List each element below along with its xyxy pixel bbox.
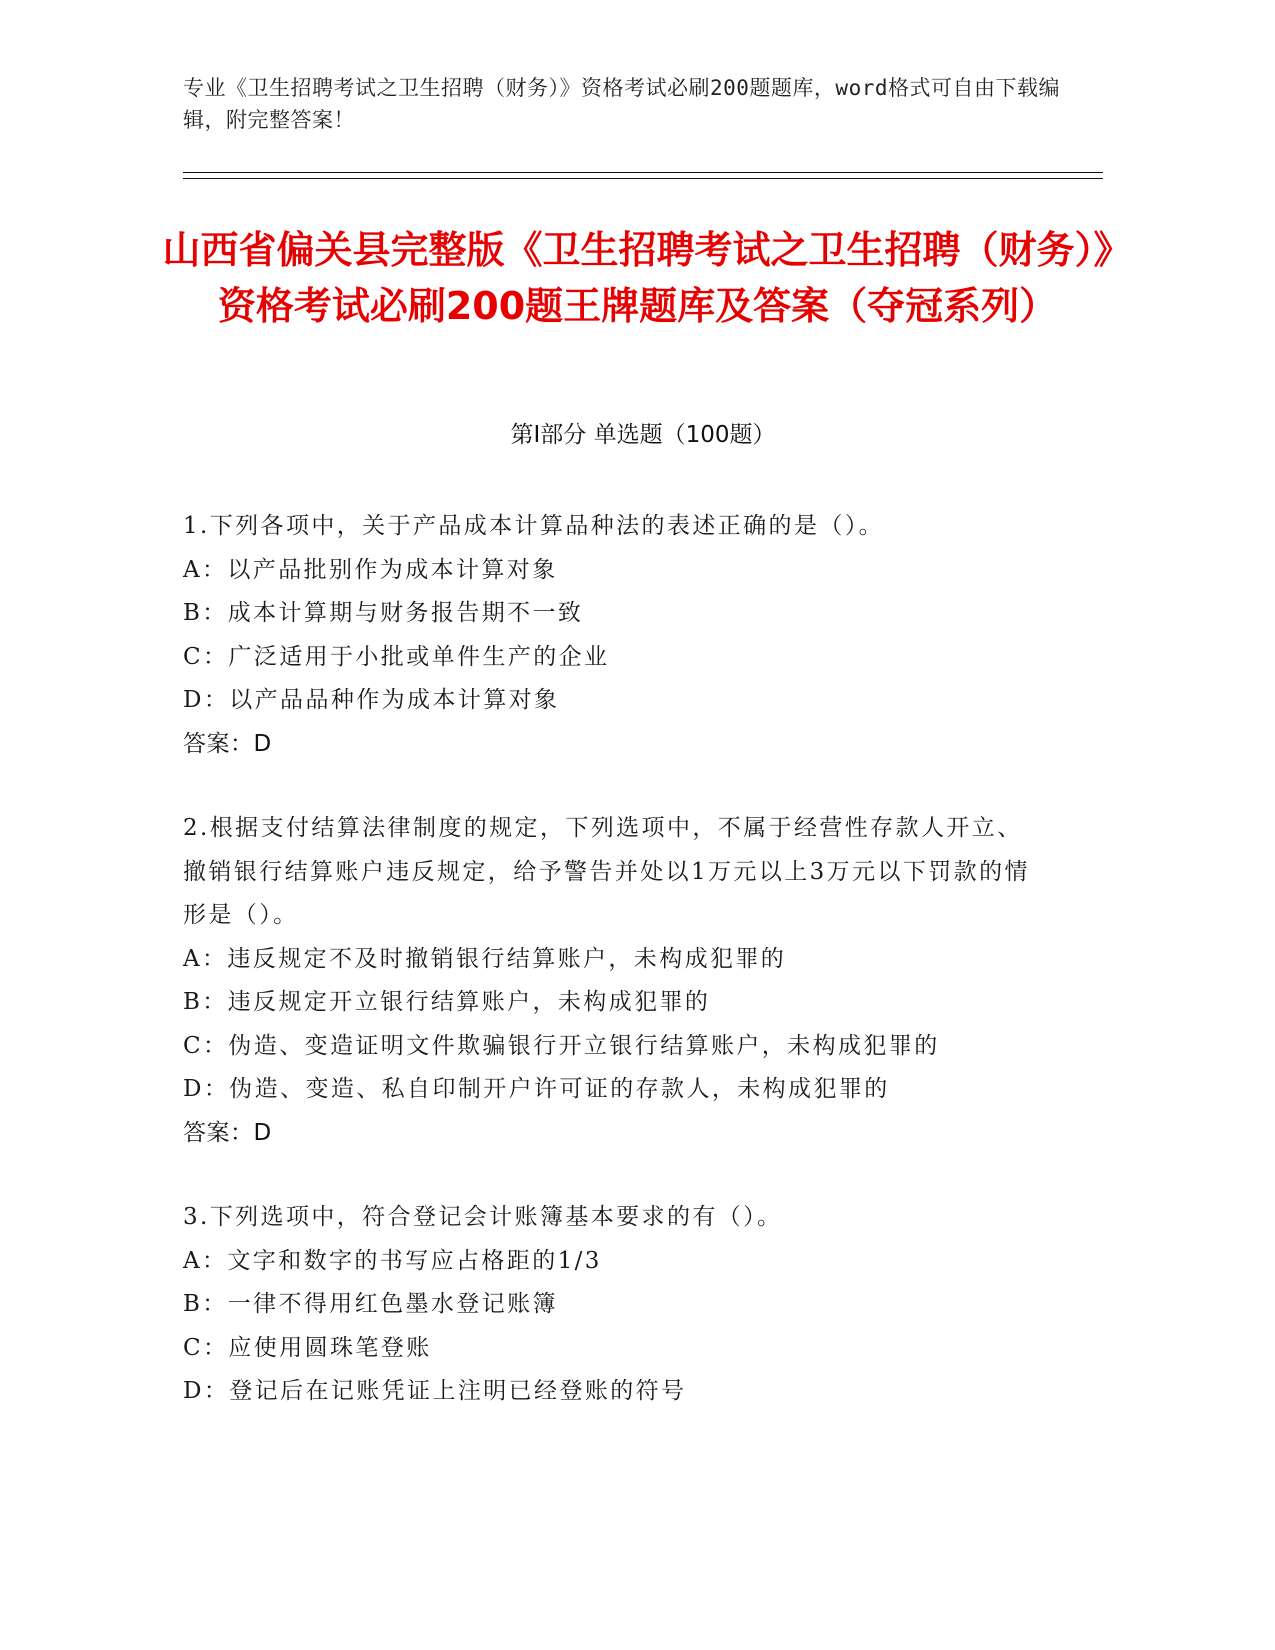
- question-stem: 2.根据支付结算法律制度的规定，下列选项中，不属于经营性存款人开立、撤销银行结算账户违反规定，给予警告并处以1万元以上3万元以下罚款的情形是（）。: [183, 815, 1030, 928]
- question-stem: 3.下列选项中，符合登记会计账簿基本要求的有（）。: [183, 1204, 783, 1230]
- header-divider-top: [183, 172, 1103, 173]
- option-b: B：成本计算期与财务报告期不一致: [183, 600, 584, 626]
- question-stem: 1.下列各项中，关于产品成本计算品种法的表述正确的是（）。: [183, 513, 885, 539]
- answer-label: 答案：D: [183, 1119, 272, 1146]
- option-c: C：广泛适用于小批或单件生产的企业: [183, 643, 610, 670]
- header-note: 专业《卫生招聘考试之卫生招聘（财务）》资格考试必刷200题题库，word格式可自由下载编辑，附完整答案！: [183, 76, 1060, 132]
- option-b: B：违反规定开立银行结算账户，未构成犯罪的: [183, 989, 711, 1015]
- document-title: 山西省偏关县完整版《卫生招聘考试之卫生招聘（财务）》资格考试必刷200题王牌题库及答案（夺冠系列）: [162, 228, 1113, 328]
- option-c: C：应使用圆珠笔登账: [183, 1334, 432, 1361]
- header-divider-bottom: [183, 178, 1103, 179]
- section-heading: 第I部分 单选题（100题）: [510, 422, 776, 448]
- option-c: C：伪造、变造证明文件欺骗银行开立银行结算账户，未构成犯罪的: [183, 1032, 940, 1059]
- option-a: A：文字和数字的书写应占格距的1/3: [183, 1247, 602, 1274]
- question-list: [183, 505, 1043, 1455]
- question-2: [183, 807, 1043, 1155]
- option-b: B：一律不得用红色墨水登记账簿: [183, 1291, 558, 1317]
- option-a: A：以产品批别作为成本计算对象: [183, 556, 558, 583]
- option-d: D：登记后在记账凭证上注明已经登账的符号: [183, 1378, 687, 1404]
- option-a: A：违反规定不及时撤销银行结算账户，未构成犯罪的: [183, 945, 787, 972]
- question-1: [183, 505, 1043, 766]
- option-d: D：以产品品种作为成本计算对象: [183, 687, 560, 713]
- question-3: [183, 1196, 1043, 1414]
- option-d: D：伪造、变造、私自印制开户许可证的存款人，未构成犯罪的: [183, 1076, 890, 1102]
- answer-label: 答案：D: [183, 730, 272, 757]
